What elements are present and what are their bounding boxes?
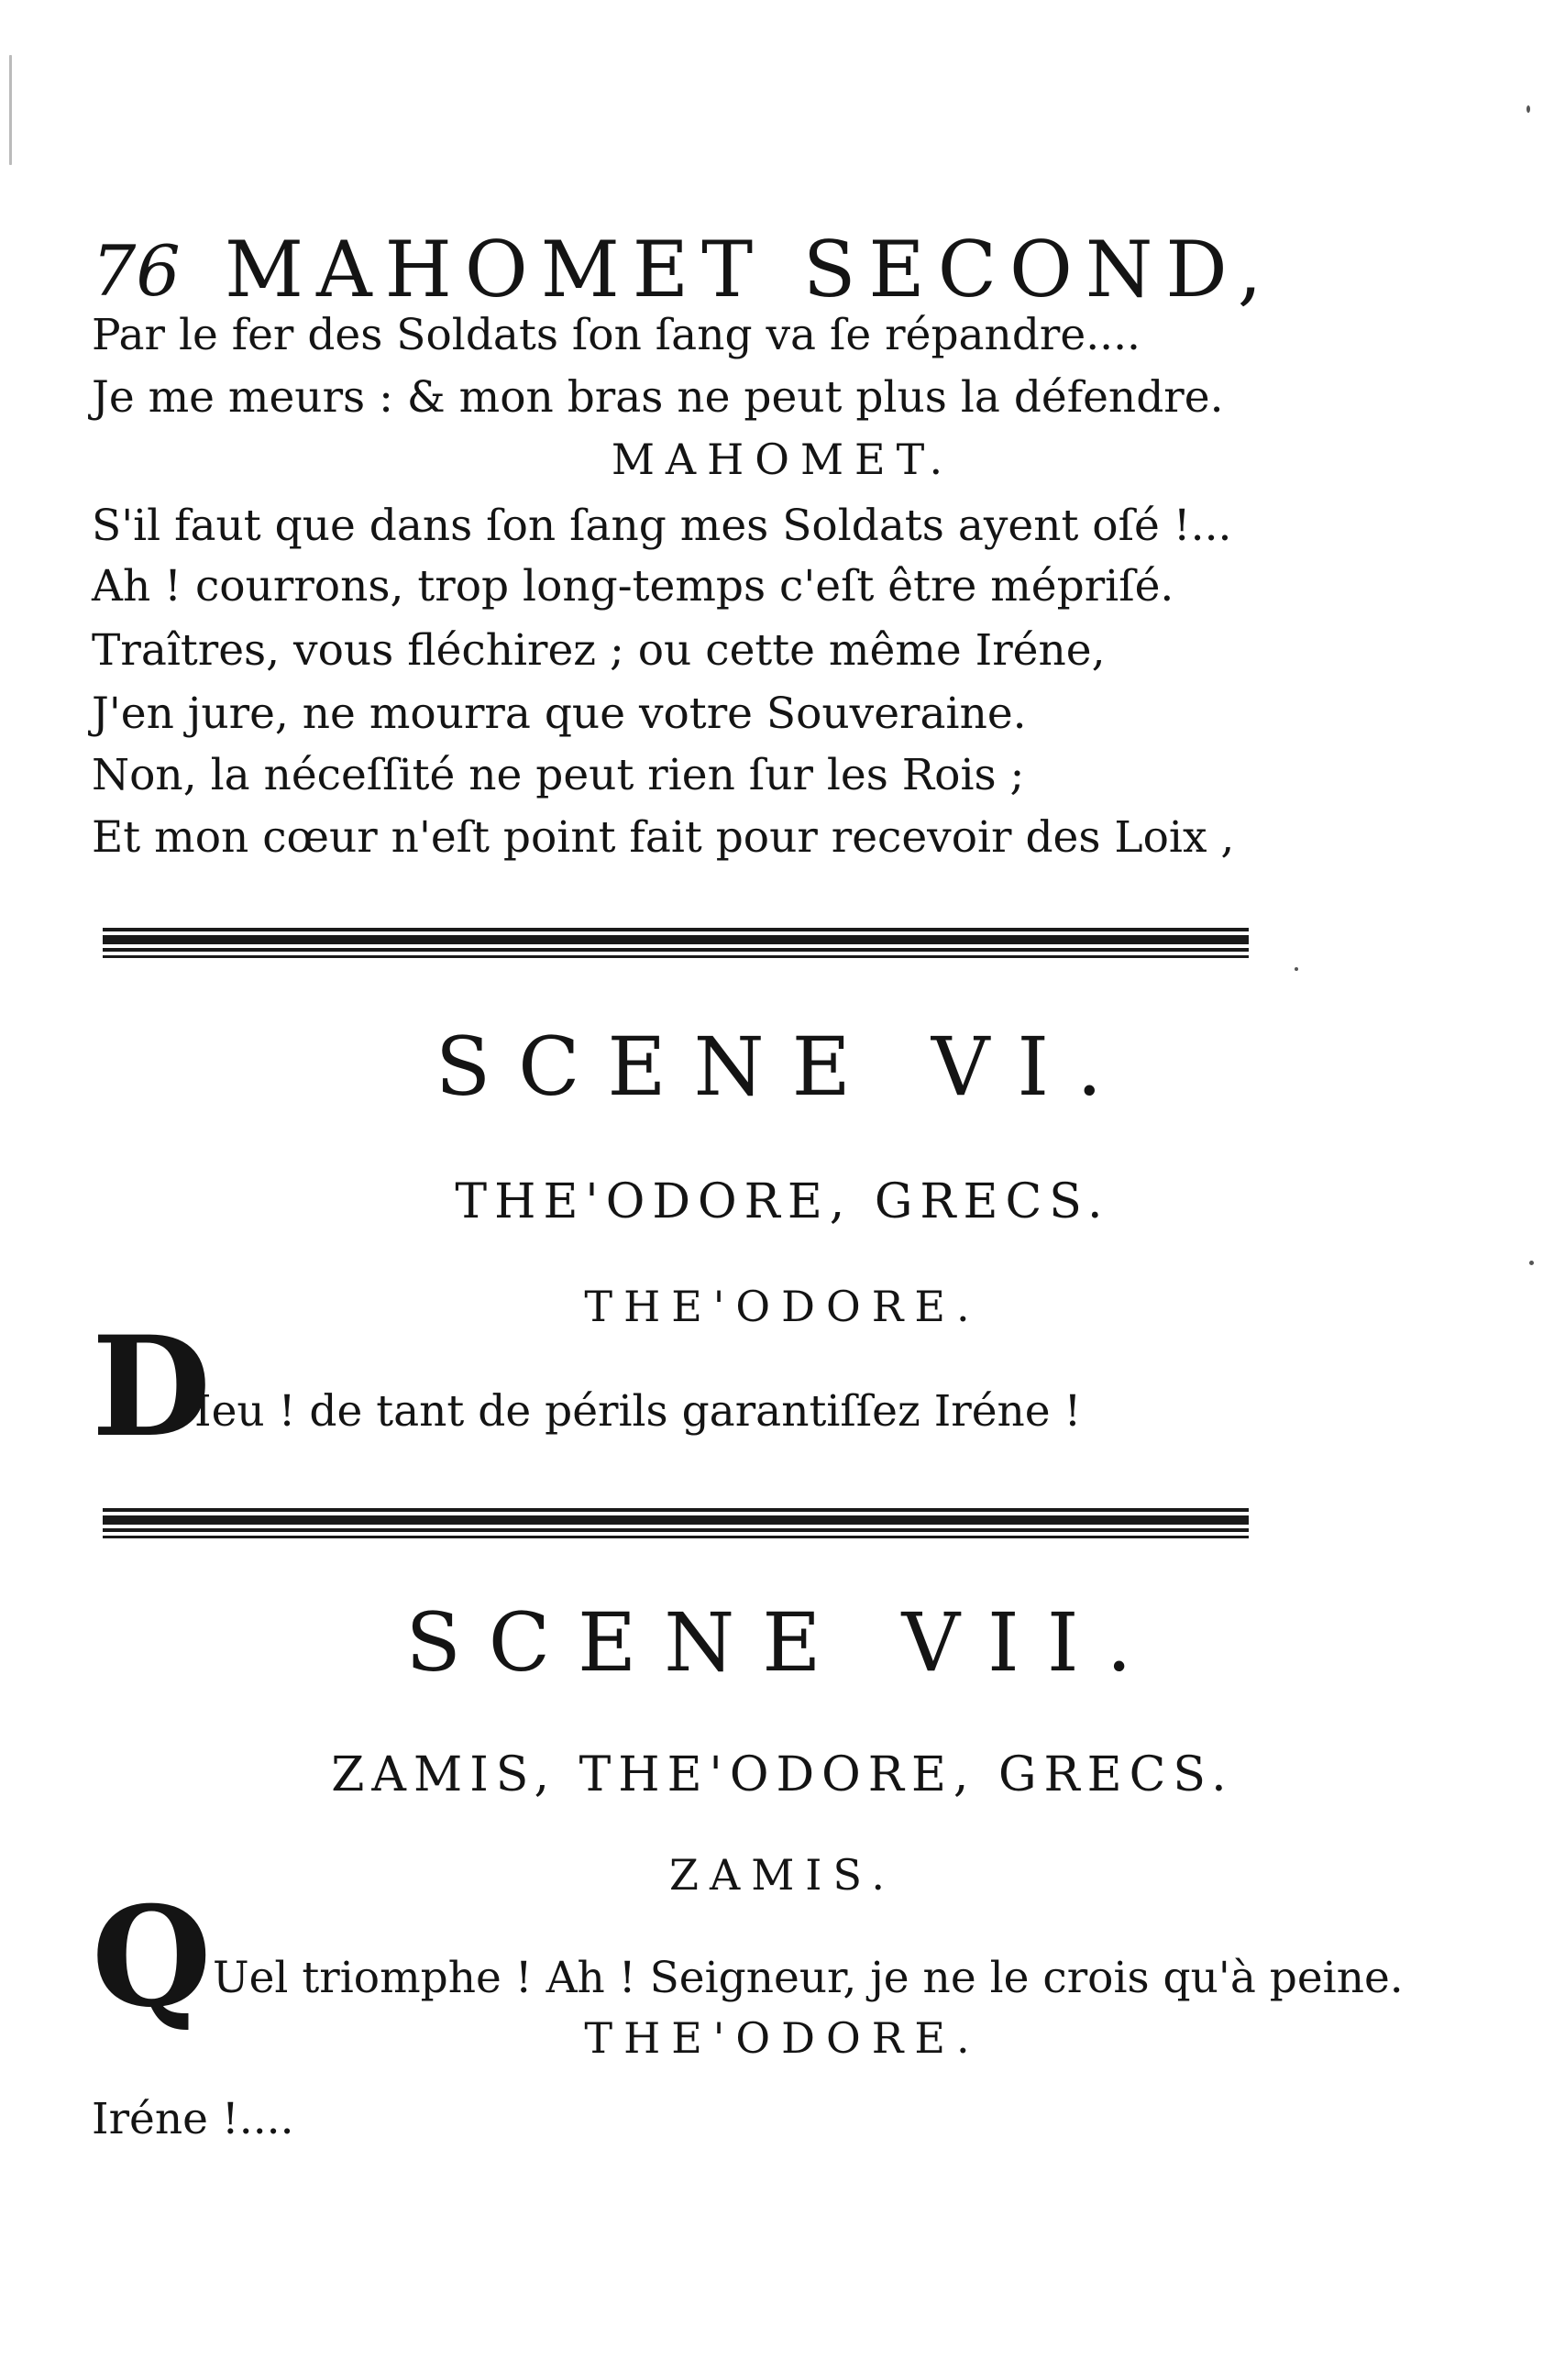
speaker-name: ZAMIS. [669,1850,896,1900]
drop-cap: Q [92,1877,212,2038]
drop-cap: D [92,1306,212,1468]
verse-line: Iréne !.... [92,2094,294,2144]
verse-line: Ah ! courrons, trop long-temps c'eſt être mépriſé. [92,561,1174,612]
print-speck [1295,967,1298,971]
page-edge-mark [9,55,12,165]
print-speck [1526,105,1530,113]
verse-line: J'en jure, ne mourra que votre Souveraine. [92,689,1027,739]
scene-title: SCENE VII. [405,1595,1160,1690]
print-speck [1529,1261,1534,1265]
page-number: 76 [92,230,181,312]
verse-line: Uel triomphe ! Ah ! Seigneur, je ne le crois qu'à peine. [213,1953,1404,2003]
verse-line: Ieu ! de tant de périls garantiſſez Iréne ! [194,1386,1082,1437]
verse-line: Et mon cœur n'eſt point fait pour recevoir des Loix , [92,812,1235,863]
ornamental-rule [103,1508,1249,1539]
verse-line: Non, la néceſſité ne peut rien ſur les Rois ; [92,750,1025,800]
verse-line: Par le fer des Soldats ſon ſang va ſe répandre.... [92,310,1141,360]
speaker-name: THE'ODORE. [584,2013,981,2063]
speaker-name: MAHOMET. [611,435,954,484]
ornamental-rule [103,928,1249,959]
verse-line: Je me meurs : & mon bras ne peut plus la défendre. [92,372,1224,423]
cast-list: ZAMIS, THE'ODORE, GRECS. [331,1747,1234,1802]
scene-title: SCENE VI. [435,1019,1130,1114]
speaker-name: THE'ODORE. [584,1282,981,1331]
cast-list: THE'ODORE, GRECS. [455,1174,1110,1229]
verse-line: S'il faut que dans ſon ſang mes Soldats ayent oſé !... [92,501,1232,551]
verse-line: Traîtres, vous fléchirez ; ou cette même Iréne, [92,625,1106,676]
running-title: MAHOMET SECOND, [225,225,1275,314]
